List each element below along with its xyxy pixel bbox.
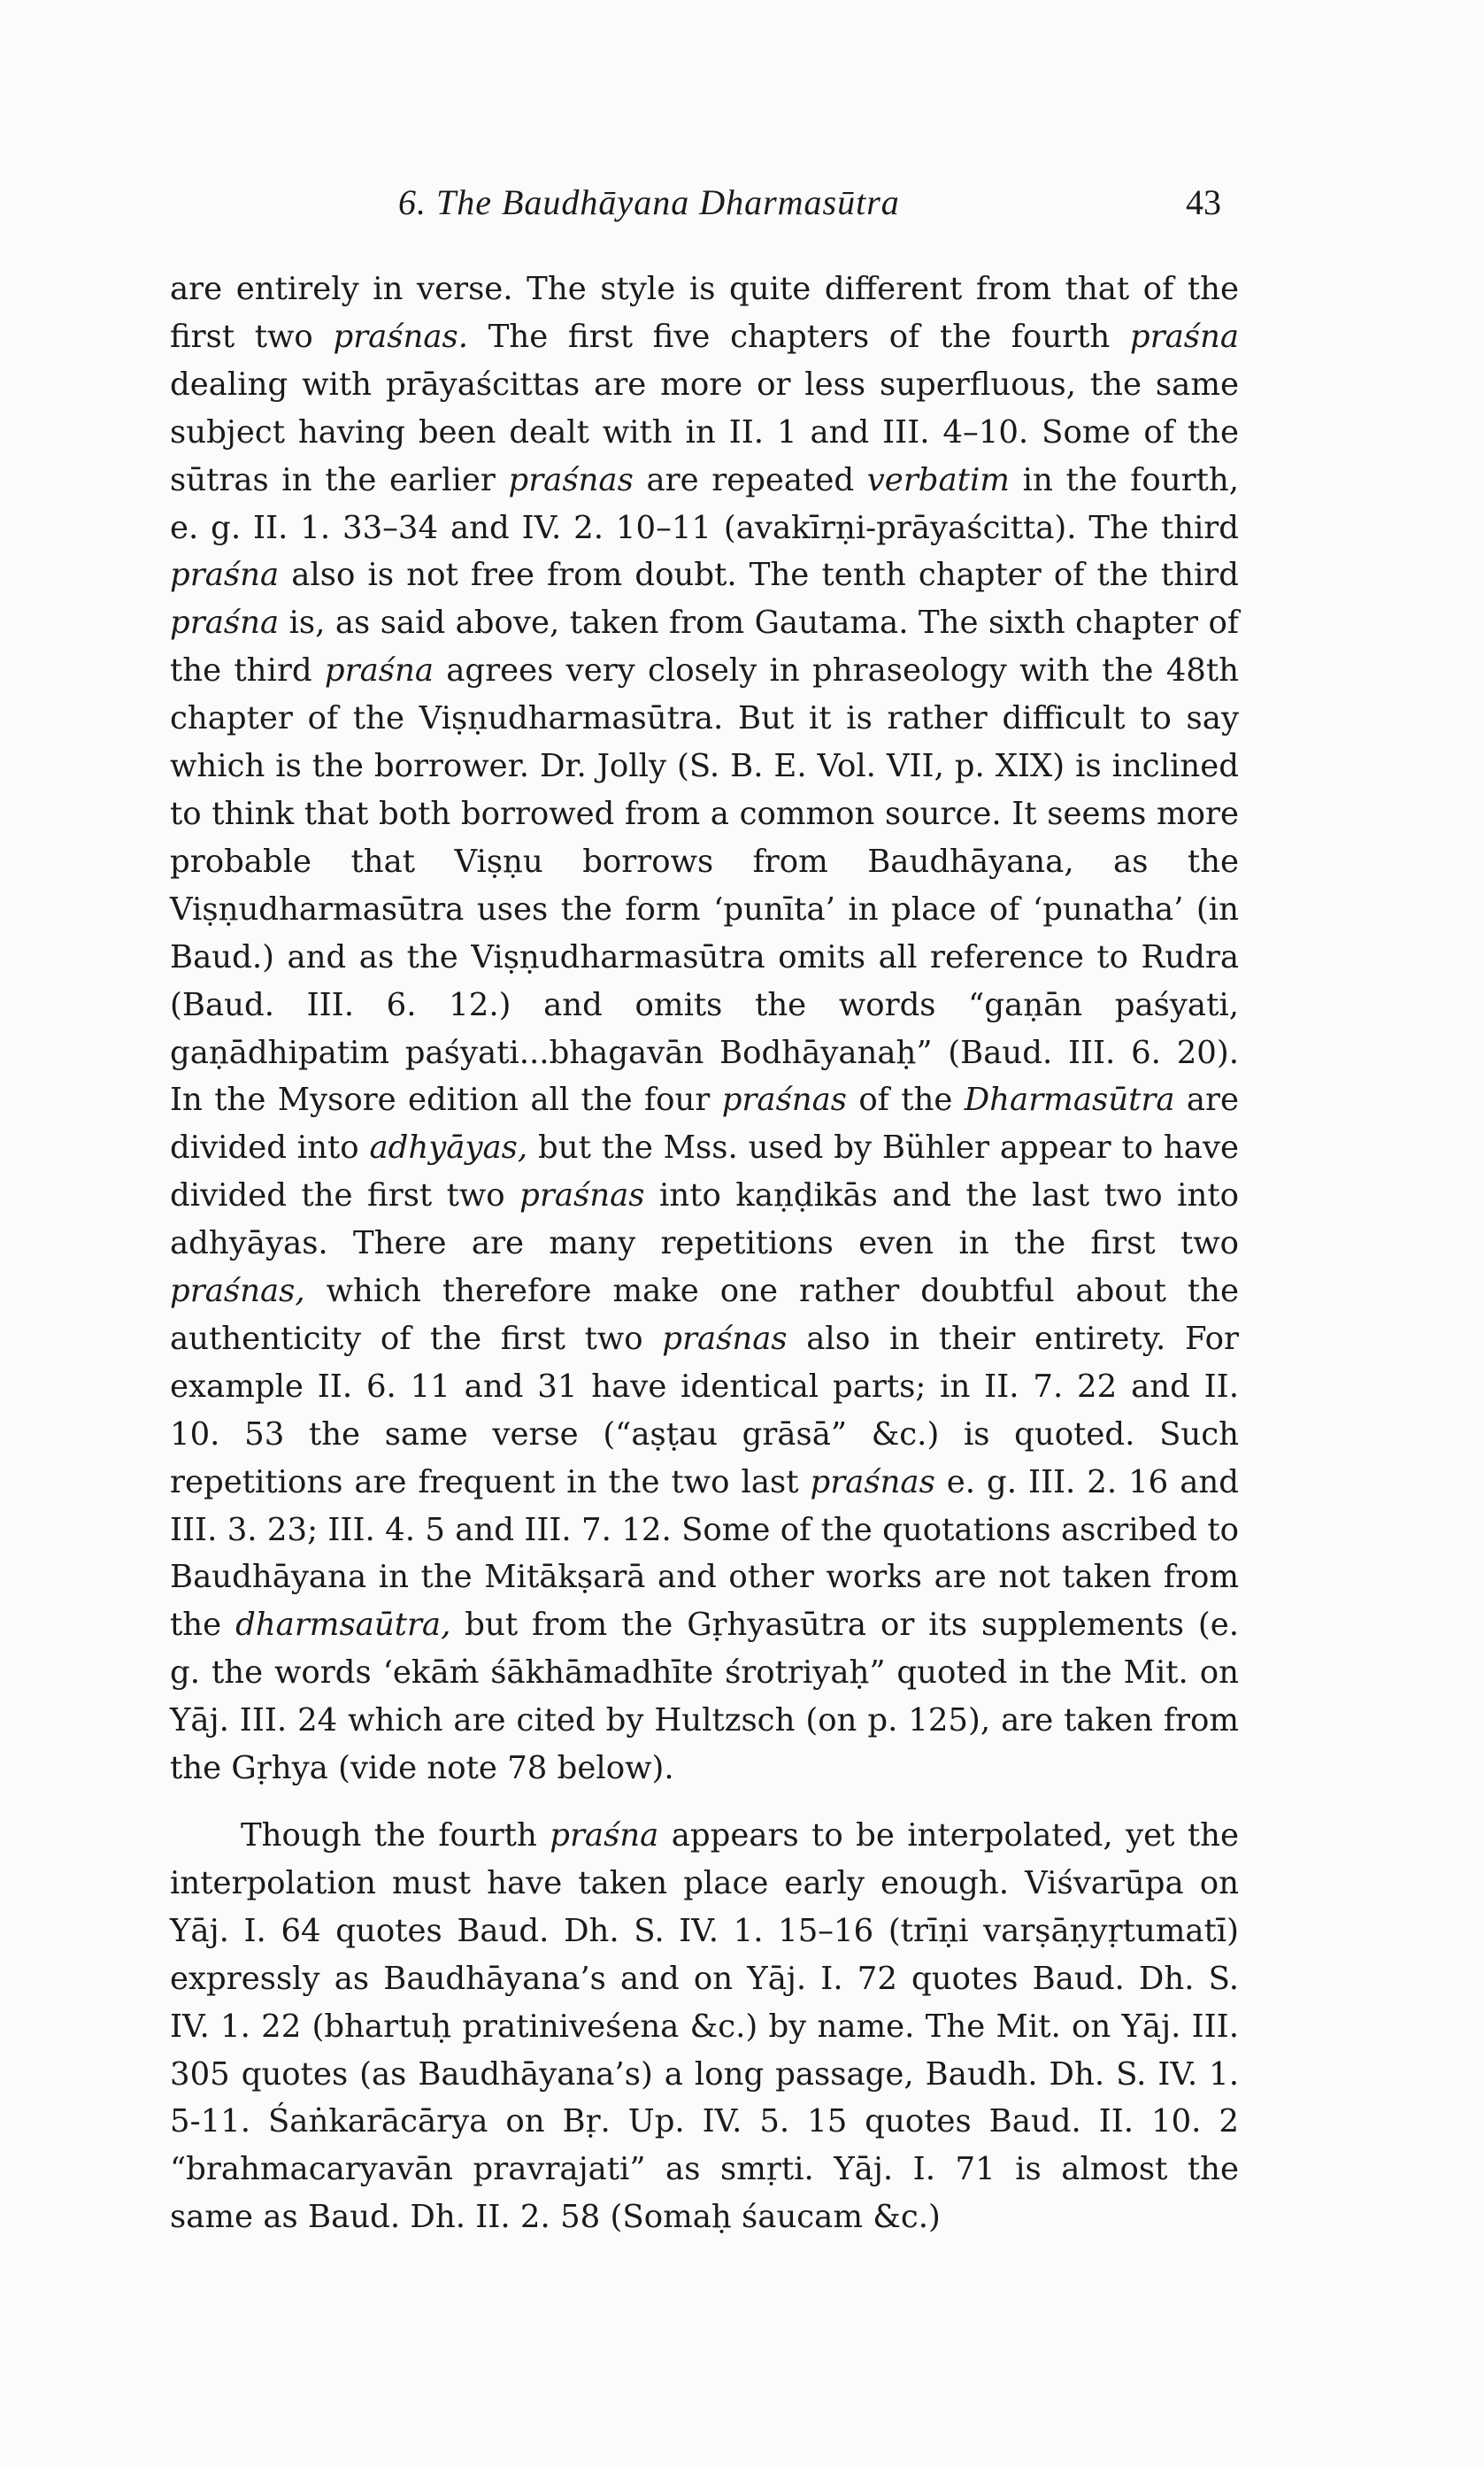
italic-term: praśnas [508,461,634,498]
italic-term: praśna [170,605,280,642]
text-run: e. g. III. 2. 16 and III. 3. 23; III. 4. 5 and III. 7. 12. Some of the quotations ascribed to Baudhāyana in the Mitākṣarā and other works are not taken from the [170,1463,1239,1644]
text-run: also in their entirety. For example II. 6. 11 and 31 have identical parts; in II. 7. 22 and II. 10. 53 the same verse (“aṣṭau grāsā” &c.) is quoted. Such repetitions are frequent in the two last [170,1320,1239,1500]
text-run: are divided into [170,1082,1239,1167]
text-run: appears to be interpolated, yet the interpolation must have taken place early enough. Viśvarūpa on Yāj. I. 64 quotes Baud. Dh. S. IV. 1. 15–16 (trīṇi varṣāṇyṛtumatī) expressly as Baudhāyana’s and on Yāj. I. 72 quotes Baud. Dh. S. IV. 1. 22 (bhartuḥ pratiniveśena &c.) by name. The Mit. on Yāj. III. 305 quotes (as Baudhāyana’s) a long passage, Baudh. Dh. S. IV. 1. 5-11. Śaṅkarācārya on Bṛ. Up. IV. 5. 15 quotes Baud. II. 10. 2 “brahmacaryavān pravrajati” as smṛti. Yāj. I. 71 is almost the same as Baud. Dh. II. 2. 58 (Somaḥ śaucam &c.) [170,1817,1239,2236]
italic-term: praśnas, [170,1273,305,1310]
paragraph-1 [170,266,1239,1792]
text-run: are entirely in verse. The style is quite different from that of the first two [170,271,1239,355]
italic-term: praśnas [519,1177,645,1214]
italic-term: Dharmasūtra [964,1082,1175,1119]
text-run: in the fourth, e. g. II. 1. 33–34 and IV. 2. 10–11 (avakīrṇi-prāyaścitta). The third [170,461,1240,546]
text-run: dealing with prāyaścittas are more or less superfluous, the same subject having been dealt with in II. 1 and III. 4–10. Some of the sūtras in the earlier [170,366,1239,498]
italic-term: praśna [324,652,434,690]
text-run: into kaṇḍikās and the last two into adhyāyas. There are many repetitions even in the first two [170,1177,1239,1262]
text-run: but from the Gṛhyasūtra or its supplements (e. g. the words ‘ekāṁ śākhāmadhīte śrotriyaḥ” quoted in the Mit. on Yāj. III. 24 which are cited by Hultzsch (on p. 125), are taken from the Gṛhya (vide note 78 below). [170,1607,1239,1787]
italic-term: dharmsaūtra, [235,1607,451,1644]
italic-term: praśnas [721,1082,848,1119]
text-run: Though the fourth [241,1817,550,1854]
italic-term: praśna [170,557,280,594]
text-run: agrees very closely in phraseology with the 48th chapter of the Viṣṇudharmasūtra. But it is rather difficult to say which is the borrower. Dr. Jolly (S. B. E. Vol. VII, p. XIX) is inclined to think that both borrowed from a common source. It seems more probable that Viṣṇu borrows from Baudhāyana, as the Viṣṇudharmasūtra uses the form ‘punīta’ in place of ‘punatha’ (in Baud.) and as the Viṣṇudharmasūtra omits all reference to Rudra (Baud. III. 6. 12.) and omits the words “gaṇān paśyati, gaṇādhipatim paśyati...bhagavān Bodhāyanaḥ” (Baud. III. 6. 20). In the Mysore edition all the four [170,652,1239,1119]
paragraph-2 [170,1812,1239,2241]
italic-term: praśnas. [333,318,469,355]
text-run: which therefore make one rather doubtful about the authenticity of the first two [170,1273,1239,1357]
text-run: are repeated [633,461,867,498]
chapter-heading: 6. The Baudhāyana Dharmasūtra [398,182,900,222]
italic-term: praśnas [810,1463,935,1500]
page-number: 43 [1186,182,1221,222]
text-run: of the [847,1082,965,1119]
italic-term: praśnas [662,1320,788,1357]
text-run: is, as said above, taken from Gautama. The sixth chapter of the third [170,605,1239,690]
text-run: also is not free from doubt. The tenth chapter of the third [279,557,1239,594]
running-head [159,181,1248,235]
text-run: The first five chapters of the fourth [468,318,1130,355]
italic-term: praśna [1129,318,1239,355]
italic-term: praśna [550,1817,659,1854]
body-text [170,266,1239,2241]
italic-term: adhyāyas, [369,1129,528,1167]
text-run: but the Mss. used by Bühler appear to have divided the first two [170,1129,1240,1214]
italic-term: verbatim [866,461,1010,498]
